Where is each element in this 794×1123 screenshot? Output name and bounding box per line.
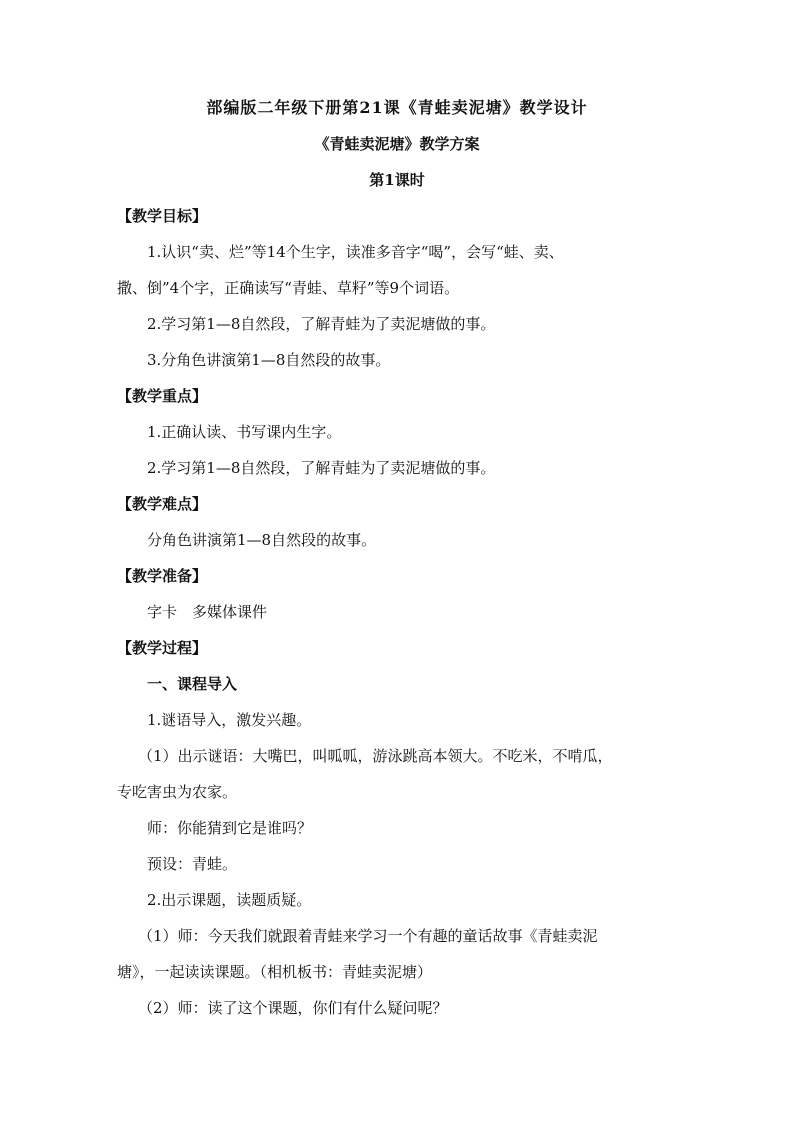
heading-goals: 【教学目标】: [117, 207, 208, 225]
goal-3: 3.分角色讲演第1—8自然段的故事。: [147, 351, 391, 369]
difficulty-1: 分角色讲演第1—8自然段的故事。: [147, 531, 377, 549]
goal-2: 2.学习第1—8自然段，了解青蛙为了卖泥塘做的事。: [147, 315, 496, 333]
lesson-period: 第1课时: [369, 171, 425, 189]
goal-1-line-1: 1.认识“卖、烂”等14个生字，读准多音字“喝”，会写“蛙、卖、: [147, 243, 564, 261]
expected-answer: 预设：青蛙。: [147, 855, 238, 873]
process-step-2-2: （2）师：读了这个课题，你们有什么疑问呢？: [138, 999, 448, 1017]
process-step-2: 2.出示课题，读题质疑。: [147, 891, 312, 909]
process-step-1: 1.谜语导入，激发兴趣。: [147, 711, 312, 729]
process-step-2-1-line-2: 塘》，一起读读课题。（相机板书：青蛙卖泥塘）: [117, 963, 433, 981]
heading-key-points: 【教学重点】: [117, 387, 208, 405]
process-step-1-1-line-2: 专吃害虫为农家。: [117, 783, 238, 801]
teacher-question: 师：你能猜到它是谁吗？: [147, 819, 313, 837]
key-point-1: 1.正确认读、书写课内生字。: [147, 423, 342, 441]
preparation-items: 字卡 多媒体课件: [147, 603, 268, 621]
goal-1-line-2: 撒、倒”4个字，正确读写“青蛙、草籽”等9个词语。: [117, 279, 460, 297]
heading-difficulties: 【教学难点】: [117, 495, 208, 513]
key-point-2: 2.学习第1—8自然段，了解青蛙为了卖泥塘做的事。: [147, 459, 496, 477]
document-title: 部编版二年级下册第21课《青蛙卖泥塘》教学设计: [206, 98, 588, 117]
heading-process: 【教学过程】: [117, 639, 208, 657]
process-step-1-1-line-1: （1）出示谜语：大嘴巴，叫呱呱，游泳跳高本领大。不吃米，不啃瓜，: [138, 747, 613, 765]
process-step-2-1-line-1: （1）师：今天我们就跟着青蛙来学习一个有趣的童话故事《青蛙卖泥: [138, 927, 598, 945]
heading-preparation: 【教学准备】: [117, 567, 208, 585]
process-section-1: 一、课程导入: [147, 675, 238, 693]
document-subtitle: 《青蛙卖泥塘》教学方案: [314, 135, 480, 153]
